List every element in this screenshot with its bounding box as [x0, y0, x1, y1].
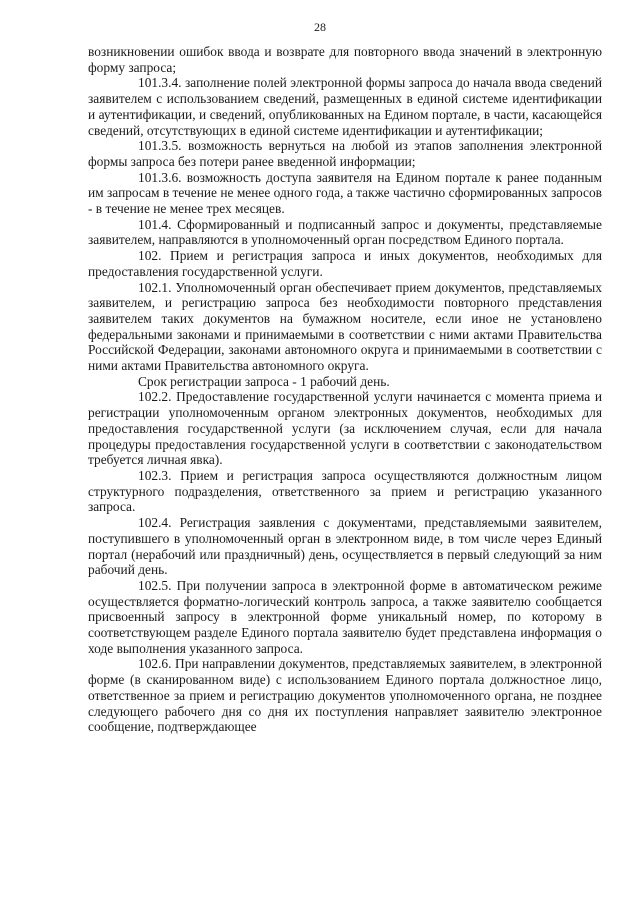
- paragraph: 102.6. При направлении документов, представляемых заявителем, в электронной форме (в сканированном виде) с использованием Единого портала должностное лицо, ответственное за прием и регистрацию документов уполномоченного органа, не позднее следующего рабочего дня со дня их поступления направляет заявителю электронное сообщение, подтверждающее: [88, 656, 602, 735]
- paragraph: 102. Прием и регистрация запроса и иных документов, необходимых для предоставления государственной услуги.: [88, 248, 602, 279]
- page-number: 28: [314, 20, 326, 34]
- paragraph: 102.2. Предоставление государственной услуги начинается с момента приема и регистрации уполномоченным органом электронных документов, необходимых для предоставления государственной услуги (за исключением случая, если для начала процедуры предоставления государственной услуги в соответствии с законодательством требуется личная явка).: [88, 389, 602, 468]
- paragraph: 101.3.5. возможность вернуться на любой из этапов заполнения электронной формы запроса без потери ранее введенной информации;: [88, 138, 602, 169]
- paragraph: Срок регистрации запроса - 1 рабочий день.: [138, 373, 390, 389]
- paragraph: 101.3.6. возможность доступа заявителя на Едином портале к ранее поданным им запросам в течение не менее одного года, а также частично сформированных запросов - в течение не менее трех месяцев.: [88, 169, 602, 217]
- paragraph: возникновении ошибок ввода и возврате для повторного ввода значений в электронную форму запроса;: [88, 44, 602, 75]
- paragraph: 101.4. Сформированный и подписанный запрос и документы, представляемые заявителем, направляются в уполномоченный орган посредством Единого портала.: [88, 216, 602, 248]
- paragraph: 101.3.4. заполнение полей электронной формы запроса до начала ввода сведений заявителем с использованием сведений, размещенных в единой системе идентификации и аутентификации, и сведений, опубликованных на Едином портале, в части, касающейся сведений, отсутствующих в единой системе идентификации и аутентификации;: [88, 75, 602, 138]
- document-body: [88, 44, 602, 735]
- paragraph: 102.4. Регистрация заявления с документами, представляемыми заявителем, поступившего в уполномоченный орган в электронном виде, в том числе через Единый портал (нерабочий или праздничный) день, осуществляется в первый следующий за ним рабочий день.: [88, 515, 602, 578]
- paragraph: 102.3. Прием и регистрация запроса осуществляются должностным лицом структурного подразделения, ответственного за прием и регистрацию указанного запроса.: [88, 467, 602, 515]
- paragraph: 102.1. Уполномоченный орган обеспечивает прием документов, представляемых заявителем, и регистрацию запроса без необходимости повторного представления заявителем таких документов на бумажном носителе, если иное не установлено федеральными законами и принимаемыми в соответствии с ними актами Правительства Российской Федерации, законами автономного округа и принимаемыми в соответствии с ними актами Правительства автономного округа.: [88, 279, 602, 374]
- paragraph: 102.5. При получении запроса в электронной форме в автоматическом режиме осуществляется форматно-логический контроль запроса, а также заявителю сообщается присвоенный запросу в электронной форме уникальный номер, по которому в соответствующем разделе Единого портала заявителю будет представлена информация о ходе выполнения указанного запроса.: [88, 577, 602, 656]
